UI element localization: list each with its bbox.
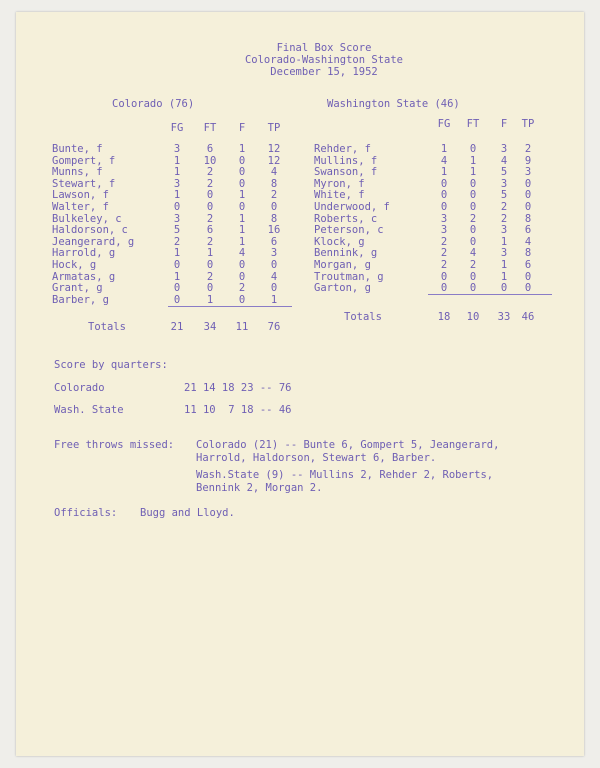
header-title: Final Box Score [276,42,372,54]
player-name: Bulkeley, c [52,212,122,225]
document-page [16,12,584,756]
player-name: Bunte, f [52,143,103,155]
player-fg: 3 [173,177,181,190]
player-f: 0 [238,154,246,167]
player-ft: 0 [469,224,477,237]
player-name: Rehder, f [314,143,371,155]
player-tp: 4 [270,166,278,179]
player-tp: 8 [524,247,532,260]
player-name: Peterson, c [314,224,384,237]
player-fg: 2 [173,235,181,248]
free-throws-label: Free throws missed: [54,439,175,451]
player-name: Lawson, f [52,189,109,202]
player-f: 3 [500,247,508,260]
totals-fg: 21 [170,321,184,333]
player-fg: 0 [173,282,181,295]
player-ft: 0 [206,201,214,213]
player-f: 0 [238,259,246,271]
player-name: Grant, g [52,282,103,295]
player-name: Barber, g [52,293,109,306]
player-fg: 0 [440,189,448,202]
player-f: 0 [238,201,246,213]
player-ft: 2 [469,259,477,271]
player-fg: 1 [173,154,181,167]
washington-totals-rule [428,294,552,295]
quarters-colorado-label: Colorado [54,382,105,394]
player-fg: 1 [173,166,181,179]
player-name: Jeangerard, g [52,235,135,248]
player-tp: 12 [267,143,281,155]
player-name: Gompert, f [52,154,116,167]
player-name: Morgan, g [314,259,371,271]
player-tp: 1 [270,293,278,306]
player-ft: 6 [206,224,214,237]
player-name: Stewart, f [52,177,116,190]
colorado-totals-rule [168,306,292,307]
player-f: 1 [500,259,508,271]
player-name: Garton, g [314,282,371,295]
player-name: Bennink, g [314,247,378,260]
quarters-wash-label: Wash. State [54,404,124,416]
player-ft: 2 [469,212,477,225]
player-fg: 3 [440,224,448,237]
player-name: Roberts, c [314,212,378,225]
player-tp: 0 [524,201,532,213]
player-fg: 5 [173,224,181,237]
player-fg: 0 [173,293,181,306]
totals-f: 11 [235,321,249,333]
totals-f: 33 [497,311,511,323]
player-f: 1 [238,189,246,202]
header-matchup: Colorado-Washington State [244,54,404,66]
player-tp: 6 [524,259,532,271]
player-tp: 0 [270,282,278,295]
player-name: Harrold, g [52,247,116,260]
totals-label: Totals [88,321,126,333]
player-ft: 1 [469,154,477,167]
player-f: 5 [500,166,508,179]
washington-col-header-fg: FG [437,118,451,130]
player-f: 1 [238,224,246,237]
player-fg: 0 [173,259,181,271]
free-throws-wash-line2: Bennink 2, Morgan 2. [196,482,323,494]
player-tp: 2 [270,189,278,202]
colorado-col-header-ft: FT [203,122,217,134]
quarters-wash-scores: 11 10 7 18 -- 46 [184,404,292,416]
player-fg: 0 [440,177,448,190]
player-ft: 2 [206,270,214,283]
player-tp: 4 [270,270,278,283]
player-tp: 0 [524,189,532,202]
player-tp: 0 [524,177,532,190]
player-fg: 1 [173,270,181,283]
player-ft: 6 [206,143,214,155]
player-fg: 3 [173,143,181,155]
player-tp: 6 [524,224,532,237]
free-throws-colorado-line2: Harrold, Haldorson, Stewart 6, Barber. [196,452,437,464]
player-tp: 0 [524,282,532,295]
player-f: 0 [238,270,246,283]
player-name: Hock, g [52,259,97,271]
player-name: Munns, f [52,166,103,179]
player-f: 0 [500,282,508,295]
player-ft: 2 [206,166,214,179]
player-f: 0 [238,166,246,179]
player-ft: 0 [469,235,477,248]
totals-fg: 18 [437,311,451,323]
washington-col-header-tp: TP [521,118,535,130]
washington-col-header-f: F [500,118,508,130]
player-f: 0 [238,293,246,306]
player-ft: 0 [469,189,477,202]
player-f: 3 [500,177,508,190]
player-tp: 6 [270,235,278,248]
player-name: White, f [314,189,365,202]
player-f: 1 [238,212,246,225]
player-name: Swanson, f [314,166,378,179]
player-f: 1 [238,143,246,155]
player-name: Troutman, g [314,270,384,283]
player-tp: 16 [267,224,281,237]
player-f: 1 [500,235,508,248]
player-ft: 0 [206,259,214,271]
washington-col-header-ft: FT [466,118,480,130]
totals-ft: 10 [466,311,480,323]
player-tp: 4 [524,235,532,248]
quarters-title: Score by quarters: [54,359,168,371]
player-tp: 0 [270,259,278,271]
player-ft: 4 [469,247,477,260]
player-fg: 1 [440,143,448,155]
player-tp: 12 [267,154,281,167]
player-ft: 10 [203,154,217,167]
player-f: 2 [500,201,508,213]
player-f: 1 [238,235,246,248]
quarters-colorado-scores: 21 14 18 23 -- 76 [184,382,292,394]
player-ft: 1 [206,293,214,306]
totals-tp: 76 [267,321,281,333]
player-fg: 0 [440,270,448,283]
player-fg: 1 [173,189,181,202]
player-ft: 0 [206,189,214,202]
player-ft: 1 [206,247,214,260]
player-fg: 3 [173,212,181,225]
player-fg: 4 [440,154,448,167]
player-name: Mullins, f [314,154,378,167]
officials-names: Bugg and Lloyd. [140,507,235,519]
player-ft: 0 [469,143,477,155]
player-name: Myron, f [314,177,365,190]
player-tp: 0 [270,201,278,213]
player-f: 0 [238,177,246,190]
header-date: December 15, 1952 [270,66,378,78]
colorado-col-header-fg: FG [170,122,184,134]
totals-ft: 34 [203,321,217,333]
player-tp: 2 [524,143,532,155]
player-ft: 0 [206,282,214,295]
player-tp: 8 [270,212,278,225]
player-fg: 3 [440,212,448,225]
player-ft: 0 [469,270,477,283]
player-fg: 1 [440,166,448,179]
player-fg: 2 [440,235,448,248]
totals-label: Totals [344,311,382,323]
player-name: Underwood, f [314,201,390,213]
officials-label: Officials: [54,507,118,519]
player-ft: 2 [206,235,214,248]
player-f: 4 [500,154,508,167]
player-ft: 0 [469,282,477,295]
player-f: 1 [500,270,508,283]
player-tp: 8 [524,212,532,225]
free-throws-colorado-line1: Colorado (21) -- Bunte 6, Gompert 5, Jeangerard, [196,439,500,451]
player-fg: 1 [173,247,181,260]
player-fg: 0 [173,201,181,213]
player-ft: 0 [469,201,477,213]
player-fg: 0 [440,201,448,213]
player-f: 3 [500,224,508,237]
player-tp: 8 [270,177,278,190]
player-fg: 0 [440,282,448,295]
player-tp: 9 [524,154,532,167]
player-f: 4 [238,247,246,260]
colorado-col-header-f: F [238,122,246,134]
washington-title: Washington State (46) [327,98,460,110]
player-fg: 2 [440,247,448,260]
player-f: 3 [500,143,508,155]
colorado-title: Colorado (76) [112,98,195,110]
player-ft: 1 [469,166,477,179]
player-fg: 2 [440,259,448,271]
player-name: Klock, g [314,235,365,248]
player-tp: 3 [270,247,278,260]
player-tp: 0 [524,270,532,283]
colorado-col-header-tp: TP [267,122,281,134]
player-ft: 2 [206,177,214,190]
player-name: Armatas, g [52,270,116,283]
player-tp: 3 [524,166,532,179]
player-f: 2 [238,282,246,295]
player-ft: 2 [206,212,214,225]
free-throws-wash-line1: Wash.State (9) -- Mullins 2, Rehder 2, Roberts, [196,469,494,481]
player-f: 2 [500,212,508,225]
totals-tp: 46 [521,311,535,323]
player-ft: 0 [469,177,477,190]
player-f: 5 [500,189,508,202]
player-name: Haldorson, c [52,224,128,237]
player-name: Walter, f [52,201,109,213]
